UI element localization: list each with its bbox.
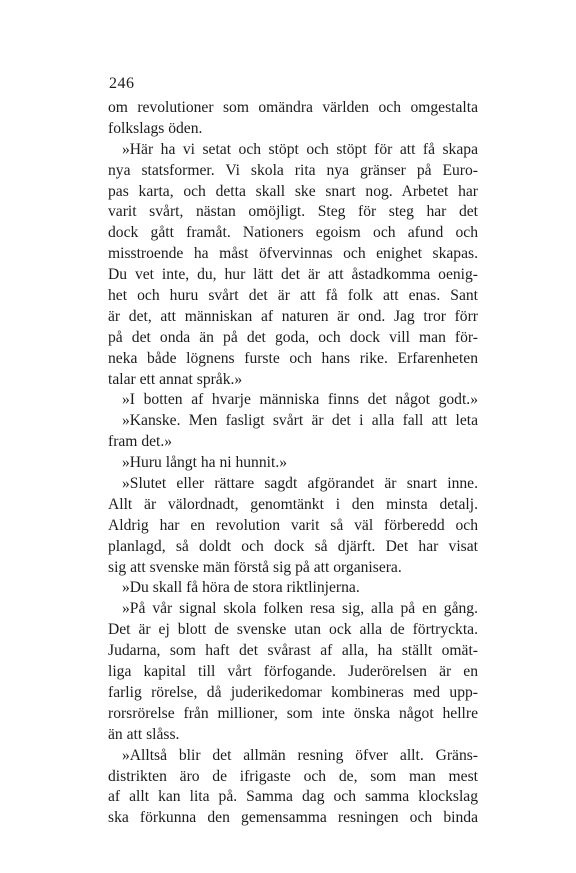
text-line: Judarna, som haft det svårast af alla, ha ställt omät- [108, 642, 478, 660]
text-line: på det onda än på det goda, och dock vill man för- [108, 328, 478, 346]
text-line: talar ett annat språk.» [108, 370, 243, 388]
text-line: fram det.» [108, 433, 173, 451]
text-line: är det, att människan af naturen är ond. Jag tror förr [108, 307, 478, 325]
text-line: varit svårt, nästan omöjligt. Steg för steg har det [108, 203, 478, 221]
text-line: »I botten af hvarje människa finns det något godt.» [122, 391, 478, 409]
text-line: »På vår signal skola folken resa sig, alla på en gång. [122, 600, 478, 618]
page-number: 246 [109, 75, 135, 92]
text-line: Aldrig har en revolution varit så väl förberedd och [108, 516, 478, 534]
text-line: af allt kan lita på. Samma dag och samma klockslag [108, 788, 478, 806]
text-line: het och huru svårt det är att få folk att enas. Sant [108, 287, 478, 305]
text-line: »Slutet eller rättare sagdt afgörandet är snart inne. [122, 475, 478, 493]
text-line: neka både lögnens furste och hans rike. Erfarenheten [108, 349, 478, 367]
text-line: »Du skall få höra de stora riktlinjerna. [122, 579, 360, 597]
text-line: än att slåss. [108, 725, 180, 743]
text-line: »Huru långt ha ni hunnit.» [122, 454, 288, 472]
text-line: farlig rörelse, då juderikedomar kombineras med upp- [108, 683, 478, 701]
text-line: Allt är välordnadt, genomtänkt i den minsta detalj. [108, 495, 478, 513]
text-line: rorsrörelse från millioner, som inte önska något hellre [108, 704, 478, 722]
text-line: pas karta, och detta skall ske snart nog. Arbetet har [108, 182, 478, 200]
text-line: »Kanske. Men fasligt svårt är det i alla fall att leta [122, 412, 478, 430]
text-line: nya statsformer. Vi skola rita nya gränser på Euro- [108, 161, 478, 179]
body-text [108, 98, 478, 829]
text-line: planlagd, så doldt och dock så djärft. Det har visat [108, 537, 478, 555]
text-line: »Här ha vi setat och stöpt och stöpt för att få skapa [122, 140, 478, 158]
text-line: liga kapital till vårt förfogande. Juderörelsen är en [108, 663, 478, 681]
text-line: Du vet inte, du, hur lätt det är att åstadkomma oenig- [108, 266, 478, 284]
text-line: »Alltså blir det allmän resning öfver allt. Gräns- [122, 746, 478, 764]
text-line: sig att svenske män förstå sig på att organisera. [108, 558, 402, 576]
text-line: misstroende ha måst öfvervinnas och enighet skapas. [108, 245, 478, 263]
text-line: Det är ej blott de svenske utan ock alla de förtryckta. [108, 621, 478, 639]
text-line: dock gått framåt. Nationers egoism och afund och [108, 224, 478, 242]
text-line: distrikten äro de ifrigaste och de, som man mest [108, 767, 478, 785]
text-line: om revolutioner som omändra världen och omgestalta [108, 99, 478, 116]
text-line: folkslags öden. [108, 119, 203, 137]
text-line: ska förkunna den gemensamma resningen och binda [108, 809, 478, 827]
